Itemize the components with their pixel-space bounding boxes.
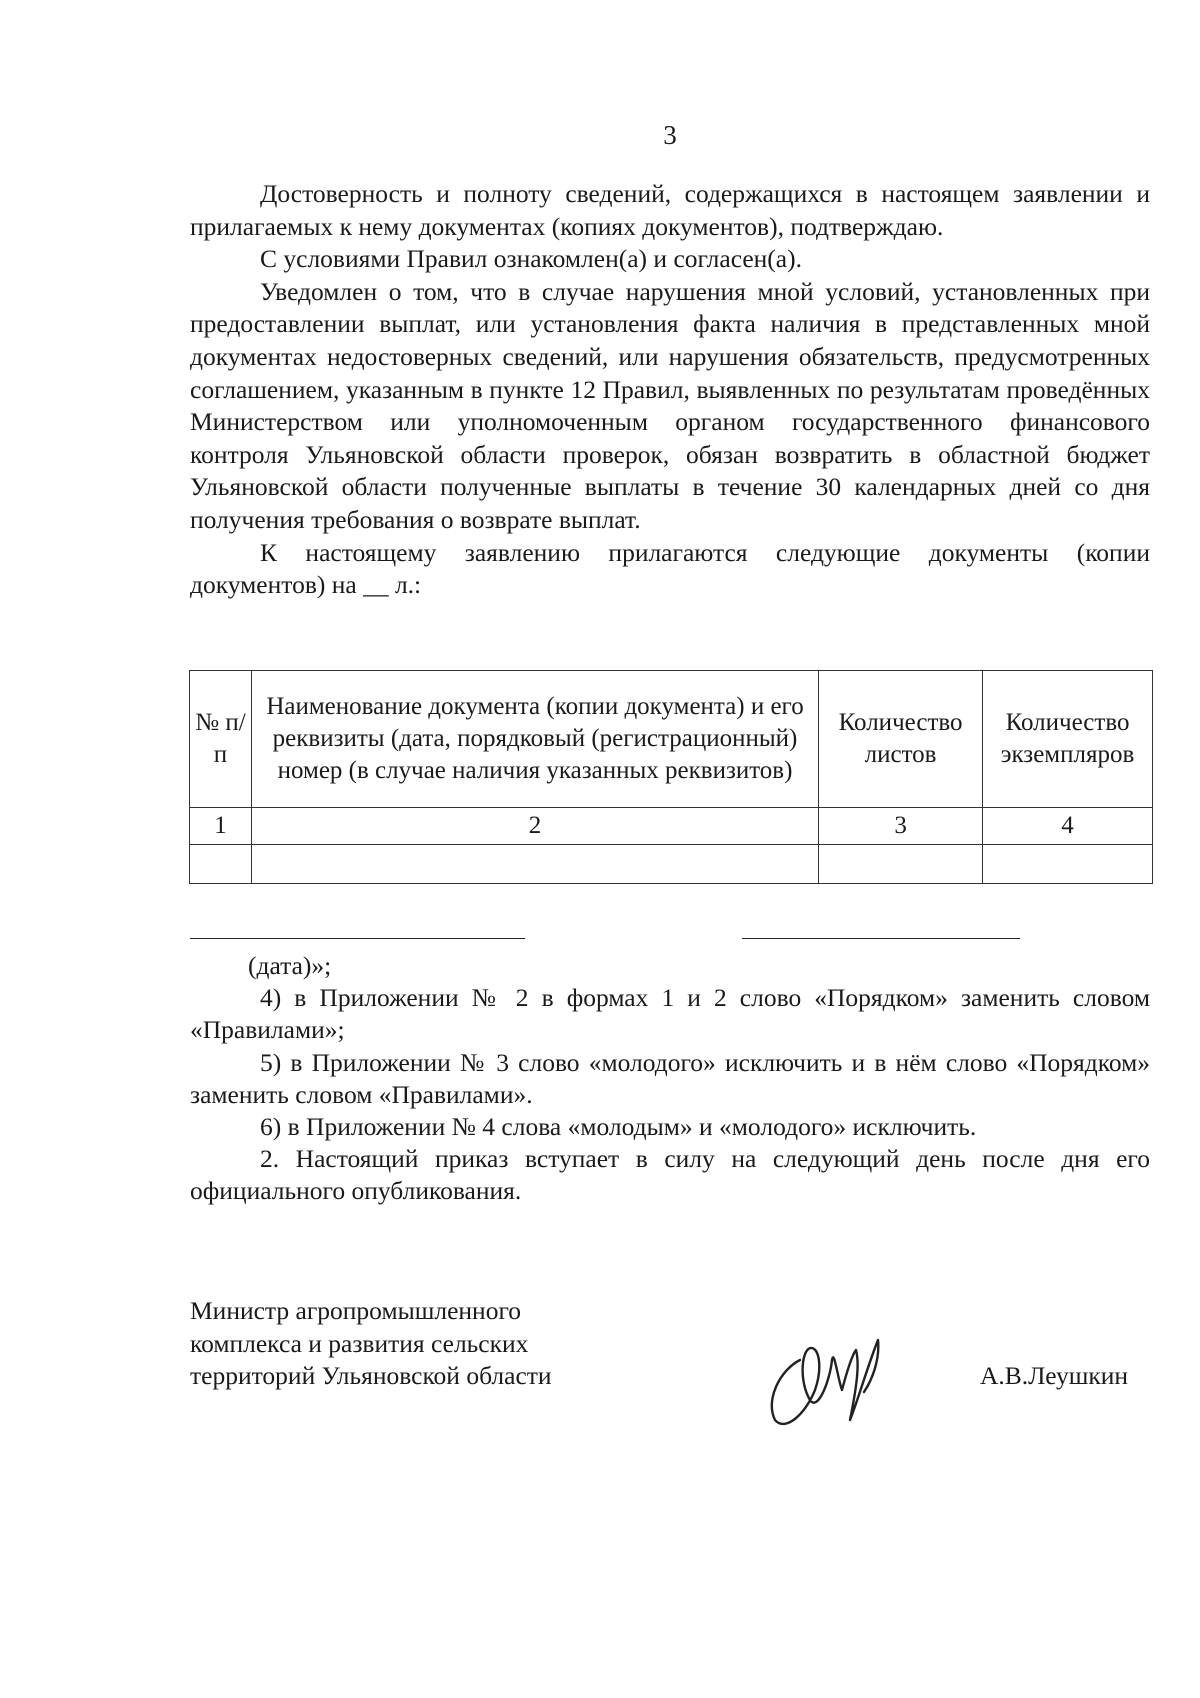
header-document-name: Наименование документа (копии документа) и его реквизиты (дата, порядковый (регистрационный) номер (в случае наличия указанных реквизитов) xyxy=(251,671,818,808)
header-sheet-count: Количество листов xyxy=(819,671,983,808)
effective-date-clause: 2. Настоящий приказ вступает в силу на следующий день после дня его официального опубликования. xyxy=(190,1144,1150,1206)
body-text xyxy=(190,178,1150,602)
position-line: территорий Ульяновской области xyxy=(190,1361,552,1390)
paragraph-agreement: С условиями Правил ознакомлен(а) и согласен(а). xyxy=(260,244,802,274)
date-caption: (дата)»; xyxy=(248,951,332,980)
column-number-cell: 1 xyxy=(190,808,252,845)
signer-name: А.В.Леушкин xyxy=(980,1361,1129,1390)
paragraph-attachments: К настоящему заявлению прилагаются следующие документы (копии документов) на __ л.: xyxy=(190,537,1150,600)
amendment-item-6: 6) в Приложении № 4 слова «молодым» и «молодого» исключить. xyxy=(260,1112,977,1142)
paragraph-confirmation: Достоверность и полноту сведений, содержащихся в настоящем заявлении и прилагаемых к нему документах (копиях документов), подтверждаю. xyxy=(190,179,1150,241)
empty-cell xyxy=(251,845,818,884)
position-line: Министр агропромышленного xyxy=(190,1296,522,1325)
header-number: № п/п xyxy=(190,671,252,808)
date-line xyxy=(190,938,525,939)
signature-line xyxy=(742,938,1020,939)
amendments-text xyxy=(190,950,1150,1208)
paragraph-notification: Уведомлен о том, что в случае нарушения мной условий, установленных при предоставлении выплат, или установления факта наличия в представленных мной документах недостоверных сведений, или нарушения обязательств, предусмотренных соглашением, указанным в пункте 12 Правил, выявленных по результатам проведённых Министерством или уполномоченным органом государственного финансового контроля Ульяновской области проверок, обязан возвратить в областной бюджет Ульяновской области полученные выплаты в течение 30 календарных дней со дня получения требования о возврате выплат. xyxy=(190,276,1150,534)
column-number-cell: 4 xyxy=(983,808,1153,845)
amendment-item-4: 4) в Приложении № 2 в формах 1 и 2 слово «Порядком» заменить словом «Правилами»; xyxy=(190,983,1150,1045)
empty-cell xyxy=(819,845,983,884)
table-row xyxy=(190,845,1153,884)
minister-position xyxy=(190,1295,650,1393)
column-number-cell: 2 xyxy=(251,808,818,845)
empty-cell xyxy=(190,845,252,884)
table-row xyxy=(190,808,1153,845)
header-copy-count: Количество экземпляров xyxy=(983,671,1153,808)
table-header-row xyxy=(190,671,1153,808)
handwritten-signature xyxy=(760,1320,920,1440)
documents-table xyxy=(189,670,1153,884)
page-number: 3 xyxy=(663,120,677,150)
amendment-item-5: 5) в Приложении № 3 слово «молодого» исключить и в нём слово «Порядком» заменить словом «Правилами». xyxy=(190,1047,1150,1109)
empty-cell xyxy=(983,845,1153,884)
column-number-cell: 3 xyxy=(819,808,983,845)
position-line: комплекса и развития сельских xyxy=(190,1328,529,1358)
